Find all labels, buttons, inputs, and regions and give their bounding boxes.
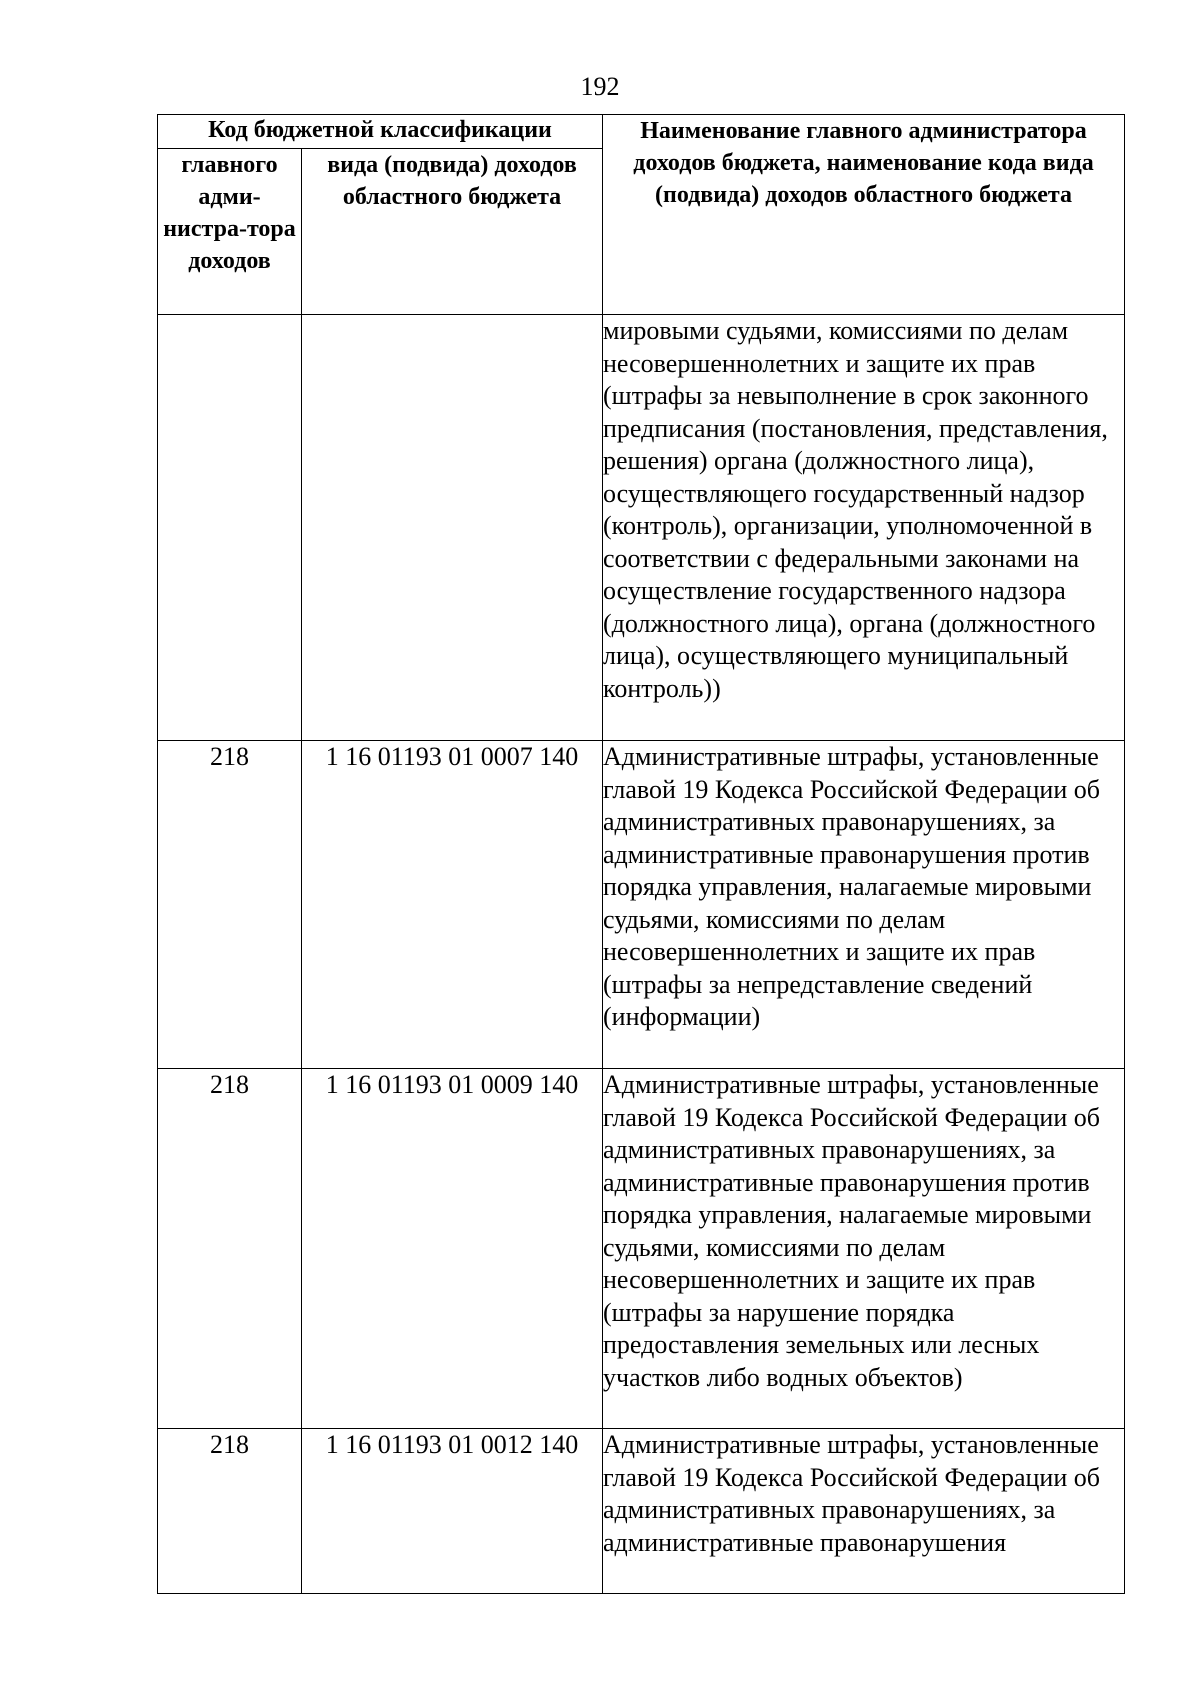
name-cell: Административные штрафы, установленные главой 19 Кодекса Российской Федерации об административных правонарушениях, за административные правонарушения bbox=[603, 1429, 1125, 1594]
table-row bbox=[158, 1429, 1125, 1594]
type-code-cell: 1 16 01193 01 0012 140 bbox=[302, 1429, 603, 1594]
table-header bbox=[158, 115, 1125, 315]
table-row bbox=[158, 1069, 1125, 1429]
admin-code-cell: 218 bbox=[158, 1069, 302, 1429]
header-name-column: Наименование главного администратора доходов бюджета, наименование кода вида (подвида) доходов областного бюджета bbox=[603, 115, 1125, 315]
admin-code-cell bbox=[158, 315, 302, 741]
admin-code-cell: 218 bbox=[158, 1429, 302, 1594]
table-row bbox=[158, 741, 1125, 1069]
type-code-cell: 1 16 01193 01 0009 140 bbox=[302, 1069, 603, 1429]
page-number: 192 bbox=[580, 72, 620, 101]
name-cell: Административные штрафы, установленные главой 19 Кодекса Российской Федерации об административных правонарушениях, за административные правонарушения против порядка управления, налагаемые мировыми судьями, комиссиями по делам несовершеннолетних и защите их прав (штрафы за непредставление сведений (информации) bbox=[603, 741, 1125, 1069]
header-type-code: вида (подвида) доходов областного бюджета bbox=[302, 149, 603, 315]
type-code-cell bbox=[302, 315, 603, 741]
budget-classification-table bbox=[157, 114, 1125, 1594]
header-group-title: Код бюджетной классификации bbox=[158, 115, 603, 149]
admin-code-cell: 218 bbox=[158, 741, 302, 1069]
name-cell: мировыми судьями, комиссиями по делам несовершеннолетних и защите их прав (штрафы за невыполнение в срок законного предписания (постановления, представления, решения) органа (должностного лица), осуществляющего государственный надзор (контроль), организации, уполномоченной в соответствии с федеральными законами на осуществление государственного надзора (должностного лица), органа (должностного лица), осуществляющего муниципальный контроль)) bbox=[603, 315, 1125, 741]
type-code-cell: 1 16 01193 01 0007 140 bbox=[302, 741, 603, 1069]
table-row bbox=[158, 315, 1125, 741]
name-cell: Административные штрафы, установленные главой 19 Кодекса Российской Федерации об административных правонарушениях, за административные правонарушения против порядка управления, налагаемые мировыми судьями, комиссиями по делам несовершеннолетних и защите их прав (штрафы за нарушение порядка предоставления земельных или лесных участков либо водных объектов) bbox=[603, 1069, 1125, 1429]
header-admin-code: главного адми-нистра-тора доходов bbox=[158, 149, 302, 315]
